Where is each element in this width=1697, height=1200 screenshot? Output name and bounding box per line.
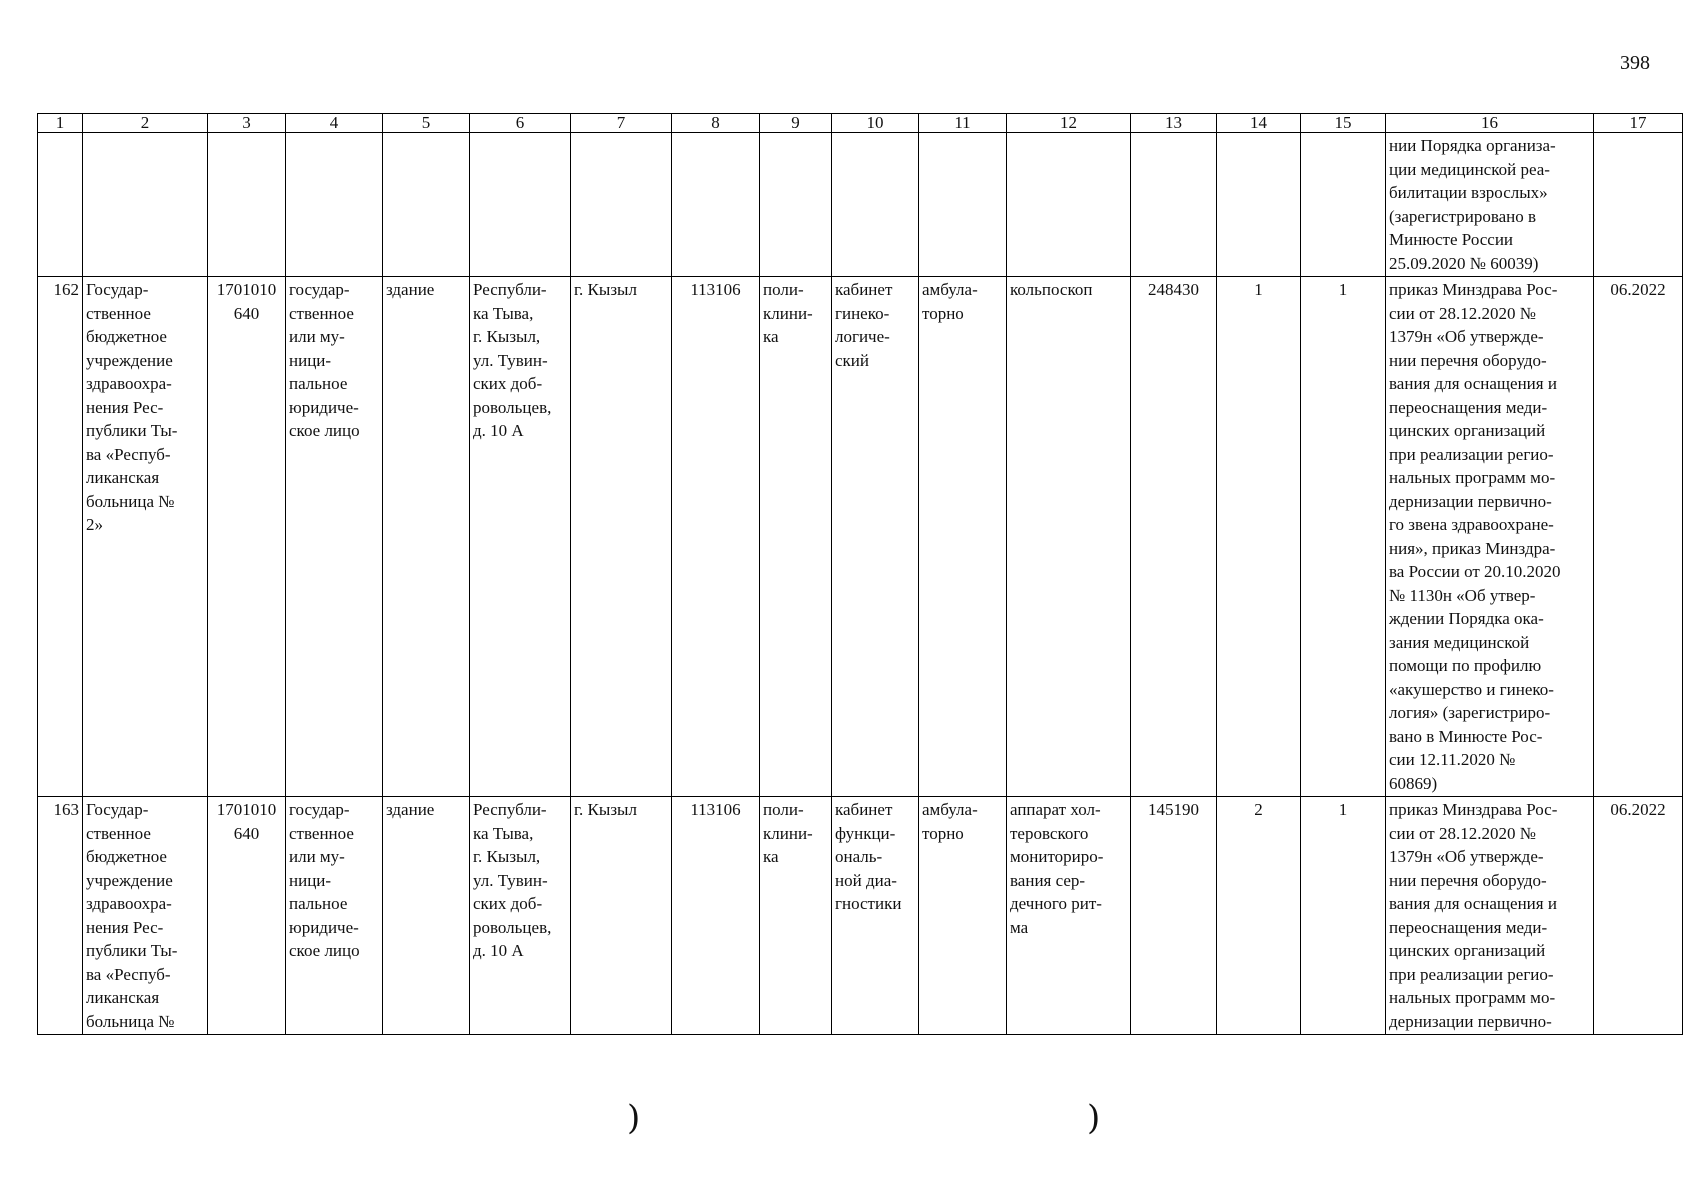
- header-cell-2: 2: [83, 114, 208, 133]
- header-cell-11: 11: [919, 114, 1007, 133]
- empty-cell: [571, 133, 672, 277]
- empty-cell: [919, 133, 1007, 277]
- header-cell-4: 4: [286, 114, 383, 133]
- organization-cell: Государ- ственное бюджетное учреждение здравоохра- нения Рес- публики Ты- ва «Респуб- ликанская больница №: [83, 797, 208, 1035]
- table-row: [38, 797, 1683, 1035]
- handwritten-mark-left: ): [627, 1098, 641, 1138]
- empty-cell: [1217, 133, 1301, 277]
- header-cell-3: 3: [208, 114, 286, 133]
- empty-cell: [1131, 133, 1217, 277]
- date-cell: 06.2022: [1594, 797, 1683, 1035]
- empty-cell: [832, 133, 919, 277]
- address-cell: Республи- ка Тыва, г. Кызыл, ул. Тувин- ских доб- ровольцев, д. 10 А: [470, 277, 571, 797]
- organization-cell: Государ- ственное бюджетное учреждение здравоохра- нения Рес- публики Ты- ва «Респуб- ликанская больница № 2»: [83, 277, 208, 797]
- empty-cell: [1594, 133, 1683, 277]
- basis-cell: приказ Минздрава Рос- сии от 28.12.2020 № 1379н «Об утвержде- нии перечня оборудо- вания для оснащения и переоснащения меди- цинских организаций при реализации регио- нальных программ мо- дернизации первично- го звена здравоохране- ния», приказ Минздра- ва России от 20.10.2020 № 1130н «Об утвер- ждении Порядка ока- зания медицинской помощи по профилю «акушерство и гинеко- логия» (зарегистриро- вано в Минюсте Рос- сии 12.11.2020 № 60869): [1386, 277, 1594, 797]
- header-cell-14: 14: [1217, 114, 1301, 133]
- continuation-row: [38, 133, 1683, 277]
- empty-cell: [760, 133, 832, 277]
- quantity-cell: 1: [1301, 797, 1386, 1035]
- city-cell: г. Кызыл: [571, 277, 672, 797]
- equipment-code-cell: 248430: [1131, 277, 1217, 797]
- object-type-cell: здание: [383, 277, 470, 797]
- okato-cell: 113106: [672, 797, 760, 1035]
- page-number: 398: [1620, 52, 1650, 74]
- cabinet-cell: кабинет гинеко- логиче- ский: [832, 277, 919, 797]
- header-cell-1: 1: [38, 114, 83, 133]
- header-cell-7: 7: [571, 114, 672, 133]
- quantity-cell: 1: [1301, 277, 1386, 797]
- header-cell-6: 6: [470, 114, 571, 133]
- unit-cell: поли- клини- ка: [760, 277, 832, 797]
- empty-cell: [286, 133, 383, 277]
- header-cell-5: 5: [383, 114, 470, 133]
- header-cell-17: 17: [1594, 114, 1683, 133]
- header-cell-12: 12: [1007, 114, 1131, 133]
- header-cell-16: 16: [1386, 114, 1594, 133]
- empty-cell: [470, 133, 571, 277]
- owner-type-cell: государ- ственное или му- ници- пальное юридиче- ское лицо: [286, 797, 383, 1035]
- row-number-cell: 163: [38, 797, 83, 1035]
- empty-cell: [208, 133, 286, 277]
- header-row: [38, 114, 1683, 133]
- date-cell: 06.2022: [1594, 277, 1683, 797]
- equipment-cell: аппарат хол- теровского мониториро- вания сер- дечного рит- ма: [1007, 797, 1131, 1035]
- basis-cell: приказ Минздрава Рос- сии от 28.12.2020 № 1379н «Об утвержде- нии перечня оборудо- вания для оснащения и переоснащения меди- цинских организаций при реализации регио- нальных программ мо- дернизации первично-: [1386, 797, 1594, 1035]
- empty-cell: [1301, 133, 1386, 277]
- empty-cell: [1007, 133, 1131, 277]
- quantity-cell: 1: [1217, 277, 1301, 797]
- okato-cell: 113106: [672, 277, 760, 797]
- header-cell-13: 13: [1131, 114, 1217, 133]
- org-code-cell: 1701010 640: [208, 277, 286, 797]
- empty-cell: [38, 133, 83, 277]
- unit-cell: поли- клини- ка: [760, 797, 832, 1035]
- empty-cell: [672, 133, 760, 277]
- empty-cell: [383, 133, 470, 277]
- equipment-code-cell: 145190: [1131, 797, 1217, 1035]
- equipment-table: [37, 113, 1683, 1035]
- equipment-cell: кольпоскоп: [1007, 277, 1131, 797]
- row-number-cell: 162: [38, 277, 83, 797]
- quantity-cell: 2: [1217, 797, 1301, 1035]
- address-cell: Республи- ка Тыва, г. Кызыл, ул. Тувин- ских доб- ровольцев, д. 10 А: [470, 797, 571, 1035]
- header-cell-8: 8: [672, 114, 760, 133]
- header-cell-9: 9: [760, 114, 832, 133]
- city-cell: г. Кызыл: [571, 797, 672, 1035]
- basis-cell: нии Порядка организа- ции медицинской реа- билитации взрослых» (зарегистрировано в Минюсте России 25.09.2020 № 60039): [1386, 133, 1594, 277]
- header-cell-15: 15: [1301, 114, 1386, 133]
- cabinet-cell: кабинет функци- ональ- ной диа- гностики: [832, 797, 919, 1035]
- mode-cell: амбула- торно: [919, 797, 1007, 1035]
- header-cell-10: 10: [832, 114, 919, 133]
- object-type-cell: здание: [383, 797, 470, 1035]
- owner-type-cell: государ- ственное или му- ници- пальное юридиче- ское лицо: [286, 277, 383, 797]
- mode-cell: амбула- торно: [919, 277, 1007, 797]
- org-code-cell: 1701010 640: [208, 797, 286, 1035]
- empty-cell: [83, 133, 208, 277]
- table-row: [38, 277, 1683, 797]
- handwritten-mark-right: ): [1087, 1098, 1101, 1138]
